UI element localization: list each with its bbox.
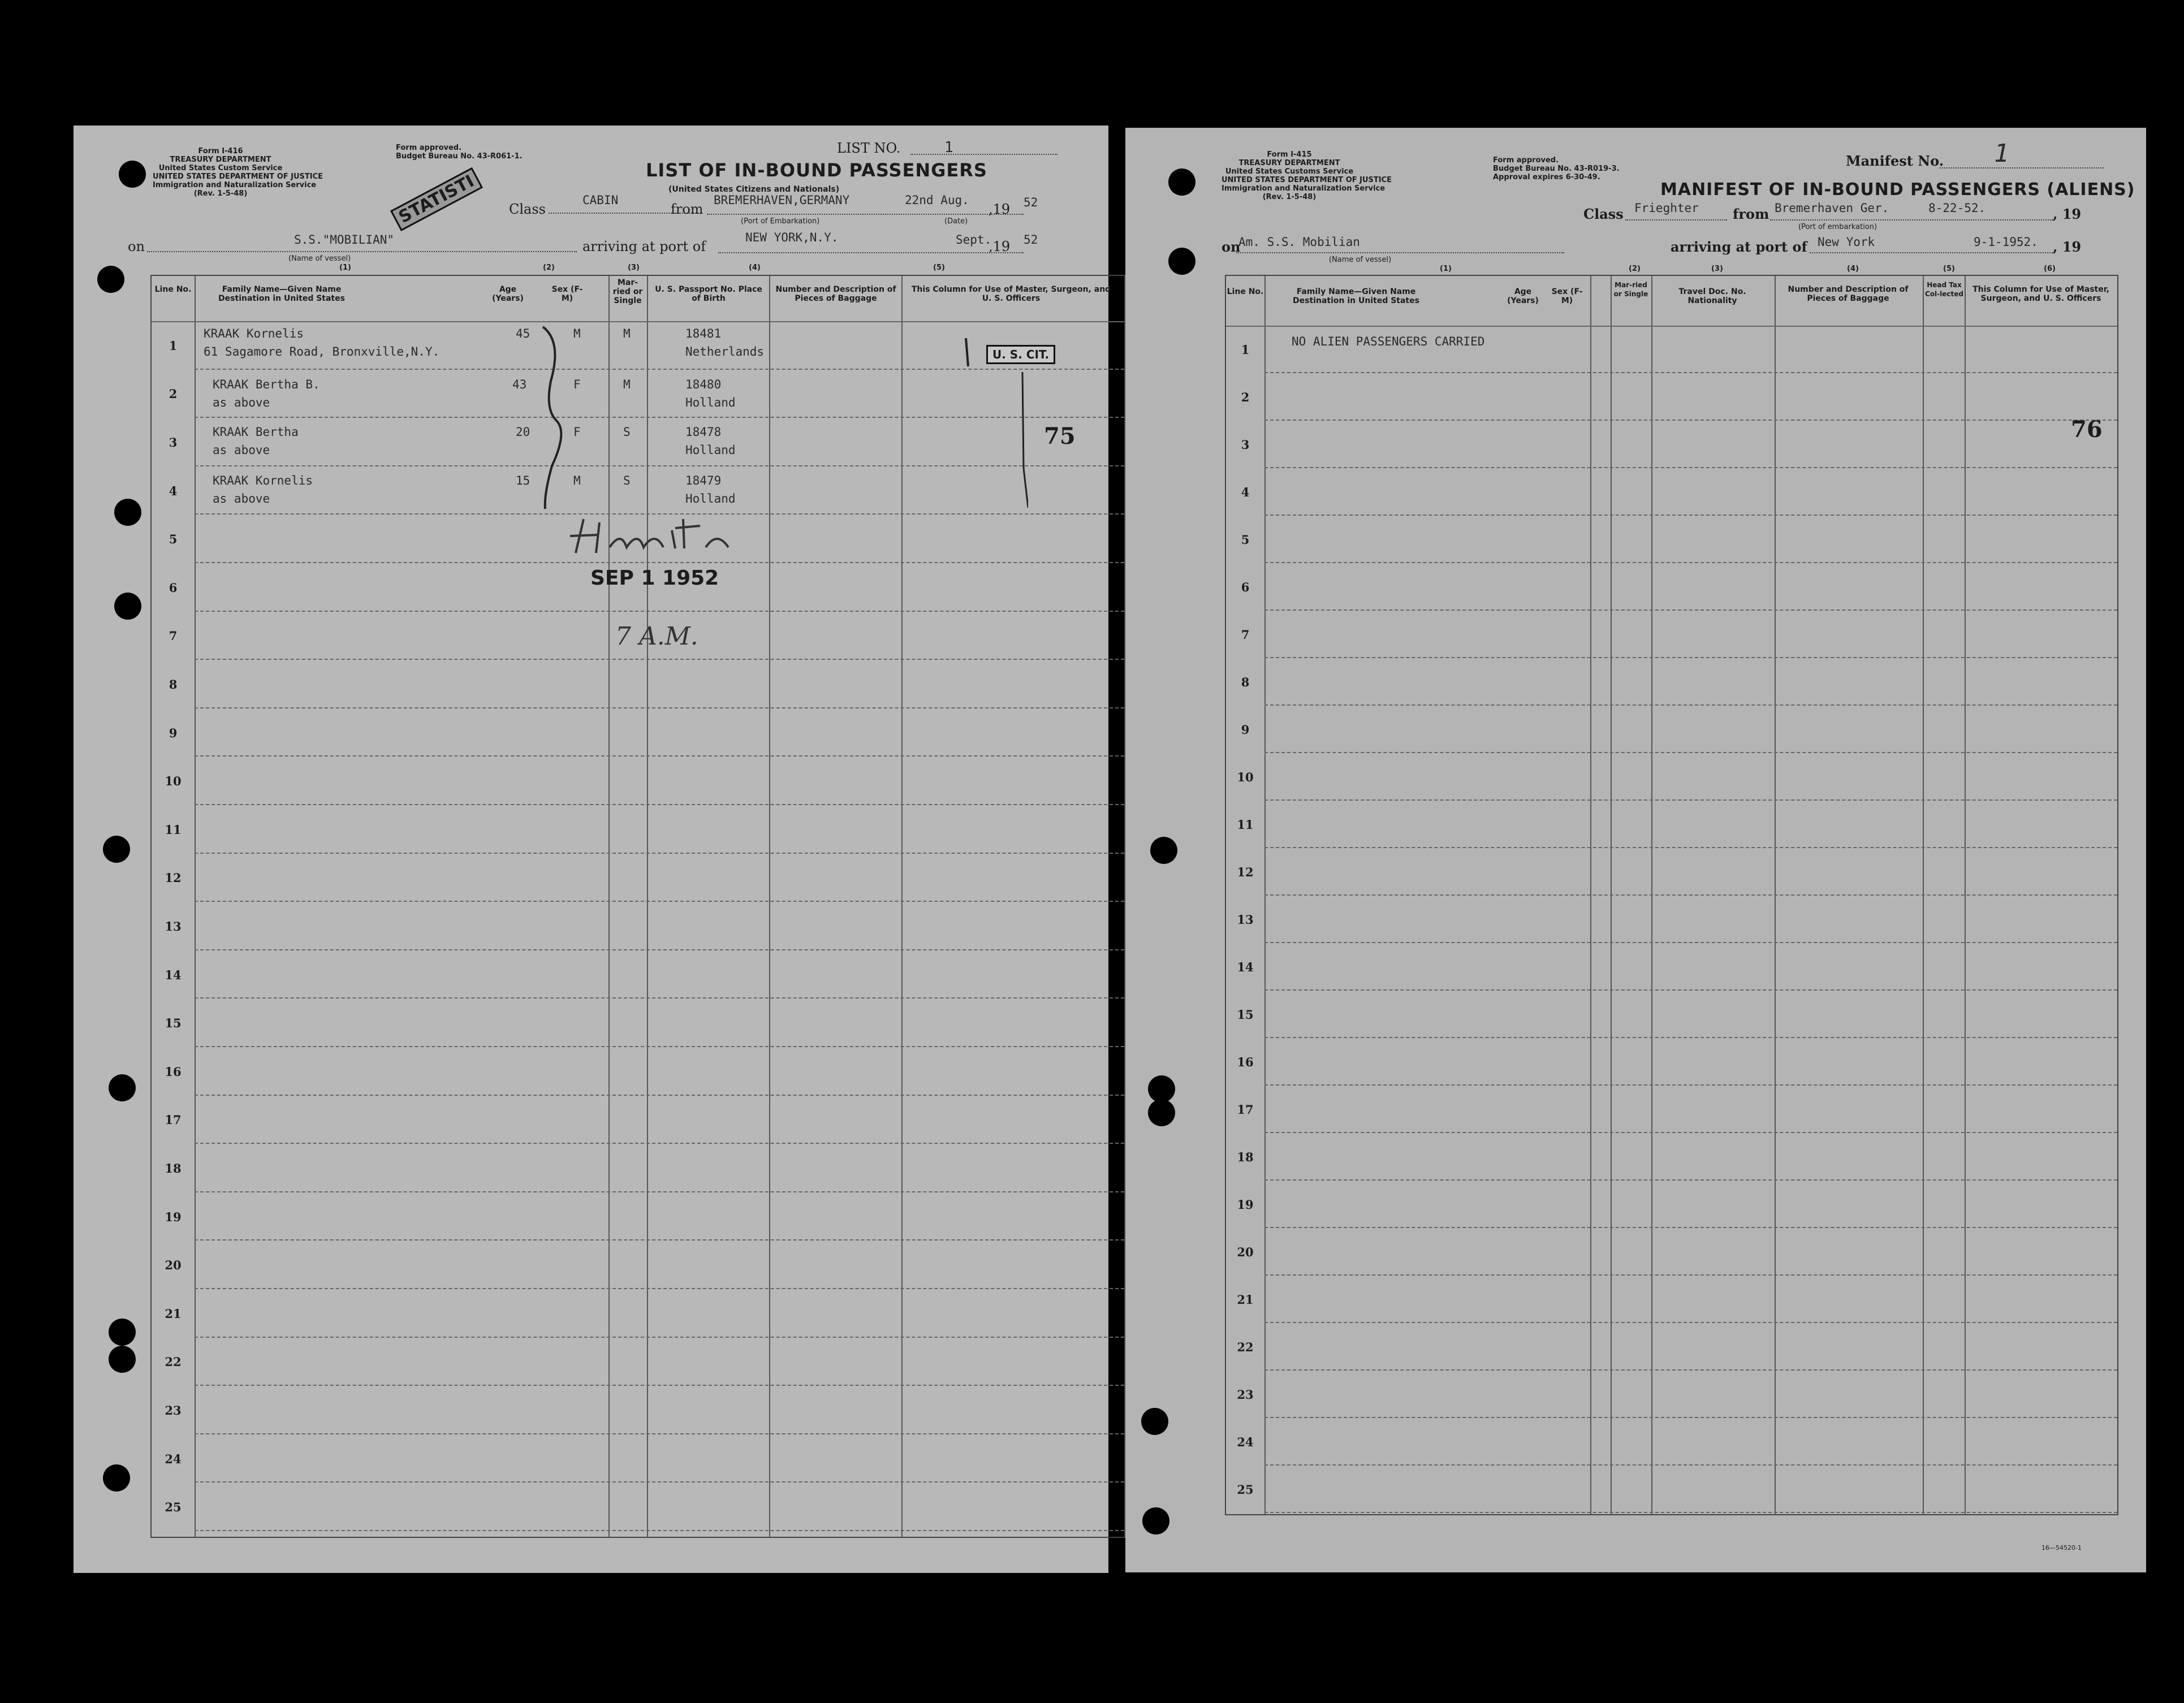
page-count: 75: [1044, 423, 1076, 449]
statistics-stamp: STATISTI: [390, 167, 483, 231]
line-number: 24: [1237, 1435, 1254, 1449]
vessel-underline: [147, 251, 577, 252]
from-underline: [707, 214, 1024, 215]
passenger-passport: 18481: [685, 327, 722, 340]
binder-hole: [1150, 837, 1177, 864]
binder-hole: [109, 1074, 136, 1101]
col-header-age: Age (Years): [1507, 287, 1539, 305]
page-count: 76: [2071, 416, 2103, 443]
col-header-married: Mar-ried or Single: [612, 278, 643, 305]
line-number: 17: [165, 1113, 182, 1127]
arrival-date: Sept.: [956, 233, 992, 247]
passenger-age: 15: [516, 474, 530, 487]
year-value: 52: [1024, 196, 1038, 209]
dept-line: UNITED STATES DEPARTMENT OF JUSTICE: [153, 172, 323, 181]
class-value: Frieghter: [1634, 201, 1699, 215]
col-header-officers: This Column for Use of Master, Surgeon, and U. S. Officers: [911, 285, 1111, 303]
manifest-no-value: 1: [1994, 139, 2009, 168]
from-value: BREMERHAVEN,GERMANY: [714, 193, 850, 207]
row-rule: [195, 949, 1124, 950]
passenger-name: KRAAK Bertha: [213, 425, 299, 439]
col-num: (3): [628, 263, 640, 272]
row-rule: [195, 1385, 1124, 1386]
class-underline: [1625, 219, 1727, 221]
passenger-destination: as above: [213, 443, 270, 457]
alien-passenger-table: [1225, 275, 2118, 1515]
arrival-date: 9-1-1952.: [1974, 235, 2038, 249]
passenger-age: 45: [516, 327, 530, 340]
col-num: (3): [1711, 265, 1723, 273]
row-rule: [1264, 372, 2117, 373]
row-rule: [1264, 1369, 2117, 1371]
line-number: 14: [165, 967, 182, 982]
department-block: [153, 147, 323, 198]
line-number: 12: [1237, 865, 1254, 879]
row-rule: [195, 1143, 1124, 1144]
passenger-marital: S: [623, 474, 631, 487]
class-label: Class: [509, 201, 546, 217]
row-rule: [1264, 1464, 2117, 1466]
line-number: 7: [169, 629, 178, 643]
vessel-name: S.S."MOBILIAN": [294, 233, 395, 247]
binder-hole: [97, 266, 124, 293]
line-number: 13: [165, 919, 182, 933]
dept-line: TREASURY DEPARTMENT: [1238, 159, 1340, 167]
passenger-passport: 18480: [685, 378, 722, 391]
line-number: 15: [1237, 1008, 1254, 1022]
line-number: 19: [165, 1209, 182, 1224]
embark-date: 8-22-52.: [1928, 201, 1986, 215]
dept-line: TREASURY DEPARTMENT: [170, 155, 271, 164]
binder-hole: [109, 1319, 136, 1346]
binder-hole: [109, 1346, 136, 1373]
line-number: 16: [1237, 1055, 1254, 1069]
col-header-passport: U. S. Passport No. Place of Birth: [655, 285, 762, 303]
row-rule: [195, 1095, 1124, 1096]
line-number: 20: [165, 1258, 182, 1273]
no-aliens-note: NO ALIEN PASSENGERS CARRIED: [1292, 335, 1485, 348]
dept-line: United States Custom Service: [158, 164, 283, 172]
col-num: (1): [1440, 265, 1452, 273]
row-rule: [1264, 799, 2117, 801]
footer-code: 16—54520-1: [2041, 1544, 2082, 1551]
col-num: (5): [933, 263, 945, 272]
row-rule: [1264, 1084, 2117, 1086]
list-subtitle: (United States Citizens and Nationals): [668, 185, 840, 194]
approval-block: [396, 144, 523, 161]
dept-line: (Rev. 1-5-48): [1262, 193, 1317, 201]
on-label: on: [128, 239, 145, 254]
col-num: (6): [2044, 265, 2056, 273]
binder-hole: [114, 593, 141, 620]
row-rule: [195, 1288, 1124, 1289]
year-prefix: ,19: [989, 239, 1011, 254]
col-header-officers: This Column for Use of Master, Surgeon, and U. S. Officers: [1972, 285, 2109, 303]
manifest-no-underline: [1940, 167, 2104, 168]
approval-line: Form approved.: [396, 144, 462, 152]
row-rule: [195, 1191, 1124, 1192]
line-number: 6: [1241, 580, 1250, 594]
row-rule: [195, 1433, 1124, 1434]
row-rule: [1264, 1512, 2117, 1513]
row-rule: [1264, 989, 2117, 991]
arrival-underline: [1810, 252, 2053, 253]
on-label: on: [1222, 239, 1241, 255]
dept-line: United States Customs Service: [1225, 167, 1354, 176]
form-id: Form I-416: [198, 147, 243, 155]
passenger-sex: F: [573, 378, 581, 391]
line-number: 25: [165, 1500, 182, 1515]
col-header-travel-doc: Travel Doc. No. Nationality: [1678, 287, 1746, 305]
row-rule: [1264, 562, 2117, 563]
manifest-no-label: Manifest No.: [1846, 153, 1944, 169]
approval-line: Budget Bureau No. 43-R061-1.: [396, 152, 523, 161]
col-num: (2): [1629, 265, 1641, 273]
passenger-sex: M: [573, 327, 581, 340]
alien-manifest-sheet: [1125, 128, 2146, 1572]
form-id: Form I-415: [1267, 150, 1312, 159]
line-number: 4: [169, 483, 178, 498]
binder-hole: [1142, 1507, 1169, 1535]
line-number: 20: [1237, 1245, 1254, 1259]
vessel-caption: (Name of vessel): [288, 254, 351, 263]
row-rule: [195, 755, 1124, 757]
col-header-baggage: Number and Description of Pieces of Baggage: [775, 285, 896, 303]
line-number: 1: [1241, 343, 1250, 357]
binder-hole: [114, 499, 141, 526]
binder-hole: [1148, 1099, 1175, 1126]
line-number: 21: [165, 1306, 182, 1321]
row-rule: [195, 659, 1124, 660]
row-rule: [1264, 420, 2117, 421]
list-no-label: LIST NO.: [837, 140, 901, 156]
col-header-sex: Sex (F-M): [1551, 287, 1583, 305]
col-num: (5): [1943, 265, 1955, 273]
vessel-underline: [1236, 252, 1564, 253]
handwritten-time: 7 A.M.: [615, 622, 698, 651]
port-embark-caption: (Port of embarkation): [1798, 223, 1877, 231]
col-header-name: Family Name—Given Name Destination in United States: [218, 285, 345, 303]
row-rule: [195, 707, 1124, 708]
line-number: 5: [1241, 533, 1250, 547]
passenger-marital: M: [623, 378, 631, 391]
port-embark-caption: (Port of Embarkation): [741, 217, 820, 226]
line-number: 18: [165, 1161, 182, 1175]
year-prefix: , 19: [2053, 206, 2082, 222]
arriving-label: arriving at port of: [1671, 239, 1807, 255]
row-rule: [1264, 894, 2117, 896]
inspector-signature: [564, 513, 745, 564]
col-header-name: Family Name—Given Name Destination in United States: [1293, 287, 1419, 305]
approval-block: [1493, 156, 1620, 181]
passenger-birthplace: Netherlands: [685, 345, 765, 358]
row-rule: [1264, 752, 2117, 753]
line-number: 13: [1237, 913, 1254, 927]
col-header-line: Line No.: [1227, 287, 1264, 296]
line-number: 24: [165, 1451, 182, 1466]
dept-line: Immigration and Naturalization Service: [1222, 184, 1385, 193]
embark-date: 22nd Aug.: [905, 193, 969, 207]
from-label: from: [671, 201, 703, 217]
year-prefix: , 19: [2053, 239, 2082, 255]
line-number: 9: [1241, 723, 1250, 737]
approval-line: Budget Bureau No. 43-R019-3.: [1493, 165, 1620, 173]
passenger-table: [150, 275, 1125, 1538]
row-rule: [1264, 1179, 2117, 1181]
line-number: 8: [1241, 675, 1250, 689]
row-rule: [1264, 610, 2117, 611]
row-rule: [1264, 1274, 2117, 1276]
vessel-name: Am. S.S. Mobilian: [1238, 235, 1360, 249]
line-number: 3: [169, 435, 178, 449]
line-number: 21: [1237, 1293, 1254, 1307]
binder-hole: [1148, 1075, 1175, 1103]
col-num: (4): [1847, 265, 1859, 273]
row-rule: [1264, 515, 2117, 516]
line-number: 11: [165, 822, 182, 837]
class-value: CABIN: [582, 193, 619, 207]
line-number: 9: [169, 725, 178, 740]
list-no-underline: [910, 154, 1058, 155]
line-number: 22: [165, 1355, 182, 1369]
binder-hole: [119, 161, 146, 188]
row-rule: [1264, 1132, 2117, 1133]
arrival-underline: [718, 252, 1024, 253]
from-label: from: [1733, 206, 1769, 222]
line-number: 23: [165, 1403, 182, 1417]
line-number: 2: [169, 387, 178, 401]
arriving-label: arriving at port of: [582, 239, 706, 254]
passenger-sex: F: [573, 425, 581, 439]
row-rule: [195, 1481, 1124, 1482]
passenger-marital: M: [623, 327, 631, 340]
line-number: 2: [1241, 390, 1250, 404]
line-number: 12: [165, 871, 182, 885]
binder-hole: [103, 1464, 130, 1492]
passenger-name: KRAAK Kornelis: [213, 474, 313, 487]
passenger-destination: as above: [213, 492, 270, 505]
officer-check-mark: [960, 327, 1028, 519]
row-rule: [1264, 704, 2117, 706]
col-header-married: Mar-ried or Single: [1613, 281, 1648, 298]
dept-line: (Rev. 1-5-48): [193, 189, 248, 198]
line-number: 23: [1237, 1388, 1254, 1402]
passenger-birthplace: Holland: [685, 443, 736, 457]
line-number: 25: [1237, 1482, 1254, 1497]
line-number: 14: [1237, 960, 1254, 974]
from-underline: [1770, 219, 2053, 221]
dept-line: Immigration and Naturalization Service: [153, 181, 317, 189]
binder-hole: [1168, 248, 1195, 275]
line-number: 6: [169, 580, 178, 595]
line-number: 3: [1241, 438, 1250, 452]
row-rule: [195, 853, 1124, 854]
inbound-citizens-list-sheet: [74, 126, 1111, 1573]
row-rule: [195, 611, 1124, 612]
line-number: 7: [1241, 628, 1250, 642]
arrival-port: NEW YORK,N.Y.: [745, 231, 839, 244]
line-number: 16: [165, 1064, 182, 1079]
passenger-birthplace: Holland: [685, 396, 736, 409]
col-header-age: Age (Years): [492, 285, 524, 303]
col-header-head-tax: Head Tax Col-lected: [1925, 281, 1963, 298]
passenger-age: 43: [512, 378, 527, 391]
passenger-passport: 18478: [685, 425, 722, 439]
line-number: 1: [169, 338, 178, 353]
year-value: 52: [1024, 233, 1038, 247]
binder-hole: [1168, 168, 1195, 196]
passenger-sex: M: [573, 474, 581, 487]
line-number: 10: [1237, 770, 1254, 784]
line-number: 4: [1241, 485, 1250, 499]
line-number: 22: [1237, 1340, 1254, 1354]
row-rule: [195, 1530, 1124, 1531]
col-header-baggage: Number and Description of Pieces of Baggage: [1788, 285, 1909, 303]
line-number: 15: [165, 1016, 182, 1031]
row-rule: [1264, 1037, 2117, 1038]
row-rule: [1264, 657, 2117, 658]
passenger-destination: 61 Sagamore Road, Bronxville,N.Y.: [204, 345, 440, 358]
passenger-birthplace: Holland: [685, 492, 736, 505]
binder-hole: [103, 836, 130, 863]
line-number: 19: [1237, 1198, 1254, 1212]
approval-line: Approval expires 6-30-49.: [1493, 173, 1600, 181]
line-number: 18: [1237, 1150, 1254, 1164]
arrival-date-stamp: SEP 1 1952: [590, 567, 719, 590]
line-number: 11: [1237, 818, 1254, 832]
department-block: [1222, 150, 1392, 201]
header-rule: [152, 321, 1124, 322]
row-rule: [1264, 847, 2117, 848]
row-rule: [1264, 942, 2117, 943]
line-number: 5: [169, 532, 178, 547]
list-no-value: 1: [944, 139, 953, 156]
row-rule: [195, 901, 1124, 902]
passenger-marital: S: [623, 425, 631, 439]
row-rule: [1264, 467, 2117, 468]
list-title: LIST OF IN-BOUND PASSENGERS: [646, 159, 987, 181]
line-number: 10: [165, 774, 182, 789]
class-label: Class: [1583, 206, 1624, 222]
passenger-name: KRAAK Kornelis: [204, 327, 304, 340]
col-header-sex: Sex (F-M): [551, 285, 583, 303]
row-rule: [195, 1239, 1124, 1240]
passenger-passport: 18479: [685, 474, 722, 487]
passenger-destination: as above: [213, 396, 270, 409]
row-rule: [195, 804, 1124, 805]
line-number: 17: [1237, 1103, 1254, 1117]
row-rule: [1264, 1227, 2117, 1228]
date-caption: (Date): [944, 217, 968, 226]
row-rule: [1264, 1417, 2117, 1418]
binder-hole: [1141, 1408, 1168, 1435]
passenger-age: 20: [516, 425, 530, 439]
col-num: (1): [339, 263, 351, 272]
us-citizen-stamp: U. S. CIT.: [986, 345, 1055, 364]
col-num: (2): [543, 263, 555, 272]
arrival-port: New York: [1818, 235, 1875, 249]
col-num: (4): [749, 263, 761, 272]
row-rule: [195, 997, 1124, 999]
manifest-title: MANIFEST OF IN-BOUND PASSENGERS (ALIENS): [1660, 180, 2135, 200]
row-rule: [195, 1046, 1124, 1047]
header-rule: [1226, 326, 2117, 327]
vessel-caption: (Name of vessel): [1329, 256, 1392, 264]
dept-line: UNITED STATES DEPARTMENT OF JUSTICE: [1222, 176, 1392, 184]
line-number: 8: [169, 677, 178, 691]
approval-line: Form approved.: [1493, 156, 1559, 165]
passenger-name: KRAAK Bertha B.: [213, 378, 320, 391]
col-header-line: Line No.: [154, 285, 192, 294]
from-value: Bremerhaven Ger.: [1775, 201, 1889, 215]
row-rule: [1264, 1322, 2117, 1323]
row-rule: [195, 1337, 1124, 1338]
year-prefix: ,19: [989, 201, 1011, 217]
family-bracket: [539, 325, 568, 511]
